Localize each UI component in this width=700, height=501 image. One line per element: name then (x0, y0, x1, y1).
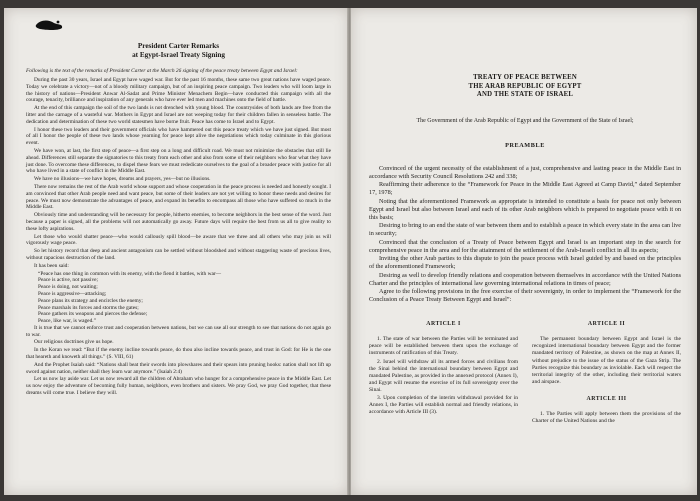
quote-line: “Peace has one thing in common with its enemy, with the fiend it battles, with war— (38, 270, 222, 277)
article-2-paragraph: The permanent boundary between Egypt and Israel is the recognized international boundary between Egypt and the former mandated territory of Palestine, as shown on the map at Annex II, without prejudice to the issue of the status of the Gaza Strip. The Parties recognize this boundary as inviolable. Each will respect the territorial integrity of the other, including their territorial waters and airspace. (532, 336, 681, 385)
article-column-left (369, 321, 518, 426)
preamble-paragraph: Agree to the following provisions in the free exercise of their sovereignty, in order to implement the “Framework for the Conclusion of a Peace Treaty Between Egypt and Israel”: (369, 288, 681, 304)
treaty-title-line2: THE ARAB REPUBLIC OF EGYPT (468, 82, 582, 90)
remarks-title-line2: at Egypt-Israel Treaty Signing (132, 51, 225, 59)
left-page (4, 8, 349, 495)
treaty-title-line3: AND THE STATE OF ISRAEL (476, 91, 574, 99)
article-1-paragraph: 1. The state of war between the Parties will be terminated and peace will be established between them upon the exchange of instruments of ratification of this Treaty. (369, 336, 518, 357)
quote-line: Peace marshals its forces and storms the gates; (38, 304, 139, 311)
remarks-body (26, 77, 331, 270)
remarks-paragraph: At the end of this campaign the soil of the two lands is not drenched with young blood. The countrysides of both lands are free from the litter and the carnage of a wasteful war. Mothers in Egypt and Israel are not weeping today for their children fallen in senseless battle. The dedication and determination of these two world statesmen have borne fruit. Peace has come to Israel and to Egypt. (26, 105, 331, 125)
remarks-title-line1: President Carter Remarks (137, 42, 220, 50)
remarks-paragraph: Let those who would shatter peace—who would callously spill blood—be aware that we three and all others who may join us will vigorously wage peace. (26, 233, 331, 247)
remarks-paragraph: Obviously time and understanding will be necessary for people, hitherto enemies, to become neighbors in the best sense of the word. Just because a paper is signed, all the problems will not automatically go away. Future days will require the best from us all to give reality to these lofty aspirations. (26, 212, 331, 232)
remarks-paragraph: It has been said: (34, 262, 69, 269)
article-3-paragraph: 1. The Parties will apply between them the provisions of the Charter of the United Nations and the (532, 410, 681, 425)
remarks-paragraph: There now remains the rest of the Arab world whose support and whose cooperation in the peace process is needed and honestly sought. I am convinced that other Arab people need and want peace, but some of their leaders are not yet willing to honor these needs and desires for peace. We must now demonstrate the advantages of peace, and expand its benefits to encompass all those who have suffered so much in the Middle East. (26, 183, 332, 211)
article-1-heading: ARTICLE I (426, 321, 461, 328)
preamble-heading: PREAMBLE (505, 141, 545, 149)
remarks-paragraph: So let history record that deep and ancient antagonism can be settled without bloodshed and without staggering waste of precious lives, without rapacious destruction of the land. (26, 248, 331, 261)
article-2-heading: ARTICLE II (587, 321, 626, 328)
quote-line: Peace plans its strategy and encircles the enemy; (38, 297, 143, 304)
remarks-paragraph: It is true that we cannot enforce trust and cooperation between nations, but we can use all our strength to see that nations do not again go to war. (26, 324, 331, 338)
article-1-body (369, 336, 518, 416)
article-3-body (532, 411, 681, 425)
remarks-title (26, 42, 331, 60)
article-3-heading: ARTICLE III (586, 395, 627, 402)
treaty-parties: The Government of the Arab Republic of Egypt and the Government of the State of Israel; (416, 117, 634, 124)
article-1-paragraph: 3. Upon completion of the interim withdrawal provided for in Annex I, the Parties will establish normal and friendly relations, in accordance with Article III (3). (369, 395, 518, 416)
articles-columns (369, 321, 681, 426)
quote-line: Peace gathers its weapons and pierces the defense; (38, 311, 148, 318)
remarks-paragraph: In the Koran we read: “But if the enemy incline towards peace, do thou also incline towards peace, and trust in God: for He is the one that heareth and knoweth all things.” (S. VIII, 61) (26, 347, 331, 361)
remarks-closing (26, 325, 331, 397)
preamble-paragraph: Desiring to bring to an end the state of war between them and to establish a peace in which every state in the area can live in security; (369, 222, 681, 238)
remarks-paragraph: We have won, at last, the first step of peace—a first step on a long and difficult road. We must not minimize the obstacles that still lie ahead. Differences still separate the signatories to this treaty from each other and also from some of their neighbors who fear what they have just done. To overcome these differences, to dispel these fears we must rededicate ourselves to the goal of a broader peace with justice for all who have lived in a state of conflict in the Middle East. (26, 147, 331, 175)
peace-quote (26, 271, 331, 325)
right-page (351, 8, 697, 495)
remarks-paragraph: I honor these two leaders and their government officials who have hammered out this peace treaty which we have just signed. But most of all I honor the people of these two lands whose yearning for peace kept alive the negotiations which today culminate in this glorious event. (26, 126, 331, 147)
treaty-title-line1: TREATY OF PEACE BETWEEN (473, 74, 577, 81)
preamble-paragraph: Desiring as well to develop friendly relations and cooperation between themselves in accordance with the United Nations Charter and the principles of international law governing international relations in times of peace; (369, 271, 681, 287)
remarks-paragraph: And the Prophet Isaiah said: “Nations shall beat their swords into plowshares and their spears into pruning hooks: nation shall not lift up sword against nation, neither shall they learn war anymore.” (Isaiah 2:4) (26, 361, 331, 375)
remarks-paragraph: Our religious doctrines give us hope. (34, 339, 114, 346)
preamble-paragraph: Inviting the other Arab parties to this dispute to join the peace process with Israel guided by and based on the principles of the aforementioned Framework; (369, 255, 681, 271)
treaty-title (369, 74, 681, 100)
quote-line: Peace is active, not passive; (38, 277, 99, 284)
article-column-right (532, 321, 681, 426)
preamble-paragraph: Reaffirming their adherence to the “Framework for Peace in the Middle East Agreed at Camp David,” dated September 17, 1978; (369, 181, 681, 197)
remarks-paragraph: Let us now lay aside war. Let us now reward all the children of Abraham who hunger for a comprehensive peace in the Middle East. Let us now enjoy the adventure of becoming fully human, neighbors, even brothers and sisters. We pray God, we pray God together, that these dreams will come true. I believe they will. (26, 376, 331, 397)
quote-line: Peace is aggressive—attacking; (38, 290, 107, 297)
remarks-paragraph: During the past 30 years, Israel and Egypt have waged war. But for the past 16 months, these same two great nations have waged peace. Today we celebrate a victory—not of a bloody military campaign, but of an inspiring peace campaign. Two leaders who will loom large in the history of nations—President Anwar Al-Sadat and Prime Minister Menachem Begin—have conducted this campaign with all the courage, tenacity, brilliance and inspiration of any generals who have ever led men and machines onto the field of battle. (26, 77, 331, 104)
quote-line: Peace is doing, not waiting; (38, 284, 98, 291)
article-1-paragraph: 2. Israel will withdraw all its armed forces and civilians from the Sinai behind the international boundary between Egypt and mandated Palestine, as provided in the annexed protocol (Annex I), and Egypt will resume the exercise of its full sovereignty over the Sinai. (369, 358, 518, 393)
preamble-paragraph: Convinced that the conclusion of a Treaty of Peace between Egypt and Israel is an important step in the search for comprehensive peace in the area and for the attainment of the settlement of the Arab-Israeli conflict in all its aspects; (369, 238, 681, 254)
ink-blot-mark (34, 19, 64, 31)
preamble-body (369, 165, 681, 305)
remarks-intro: Following is the text of the remarks of President Carter at the March 26 signing of the peace treaty between Egypt and Israel: (26, 68, 298, 74)
quote-line: Peace, like war, is waged.” (38, 318, 97, 325)
remarks-paragraph: We have no illusions—we have hopes, dreams and prayers, yes—but no illusions. (34, 176, 211, 183)
preamble-paragraph: Convinced of the urgent necessity of the establishment of a just, comprehensive and lasting peace in the Middle East in accordance with Security Council Resolutions 242 and 338; (369, 164, 681, 180)
preamble-paragraph: Noting that the aforementioned Framework as appropriate is intended to constitute a basis for peace not only between Egypt and Israel but also between Israel and each of its other Arab neighbors which is prepared to negotiate peace with it on this basis; (369, 197, 681, 221)
article-2-body (532, 336, 681, 386)
